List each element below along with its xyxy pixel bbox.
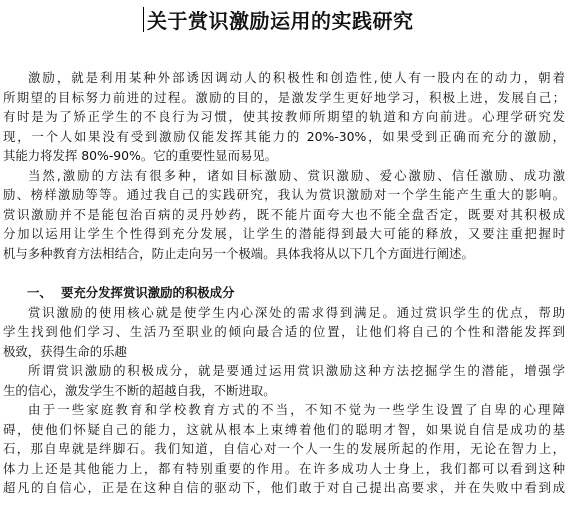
body-line: 现，一个人如果没有受到激励仅能发挥其能力的 20%-30%，如果受到正确而充分的激励， <box>3 128 565 144</box>
body-line: 分加以运用让学生个性得到充分发展，让学生的潜能得到最大可能的释放，又要注重把握时 <box>3 226 565 242</box>
body-line: 碍，使他们怀疑自己的能力，这就从根本上束缚着他们的聪明才智，如果说自信是成功的基 <box>3 421 565 437</box>
section-number: 一、 <box>27 285 52 301</box>
body-line: 所谓赏识激励的积极成分，就是要通过运用赏识激励这种方法挖掘学生的潜能，增强学 <box>28 363 565 379</box>
text-cursor <box>143 7 144 32</box>
body-line: 极致，获得生命的乐趣 <box>3 343 127 359</box>
body-line: 赏识激励的使用核心就是使学生内心深处的需求得到满足。通过赏识学生的优点，帮助 <box>28 304 565 320</box>
body-line: 有时是为了矫正学生的不良行为习惯，使其按教师所期望的轨道和方向前进。心理学研究发 <box>3 109 565 125</box>
section-heading <box>3 283 565 303</box>
body-line: 机与多种教育方法相结合，防止走向另一个极端。具体我将从以下几个方面进行阐述。 <box>3 245 474 261</box>
body-line: 激励，就是利用某种外部诱因调动人的积极性和创造性,使人有一股内在的动力，朝着 <box>28 70 565 85</box>
body-line: 赏识激励并不是能包治百病的灵丹妙药，既不能片面夸大也不能全盘否定，既要对其积极成 <box>3 206 565 222</box>
body-line: 当然,激励的方法有很多种，诸如目标激励、赏识激励、爱心激励、信任激励、成功激 <box>28 167 565 183</box>
blank-line <box>3 263 565 283</box>
title-row <box>0 4 568 36</box>
body-line: 所期望的目标努力前进的过程。激励的目的，是激发学生更好地学习，积极上进，发展自己； <box>3 89 565 105</box>
body-line: 生的信心，激发学生不断的超越自我，不断进取。 <box>3 382 276 398</box>
body-line: 励、榜样激励等等。通过我自己的实践研究，我认为赏识激励对一个学生能产生重大的影响。 <box>3 187 565 203</box>
body-line: 体力上还是其他能力上，都有特别重要的作用。在许多成功人士身上，我们都可以看到这种 <box>3 460 565 476</box>
document-body <box>3 68 565 498</box>
body-line: 超凡的自信心，正是在这种自信的驱动下，他们敢于对自己提出高要求，并在失败中看到成 <box>3 480 565 496</box>
body-line: 学生找到他们学习、生活乃至职业的倾向最合适的位置，让他们将自己的个性和潜能发挥到 <box>3 324 565 340</box>
section-title: 要充分发挥赏识激励的积极成分 <box>61 285 235 301</box>
body-line: 石，那自卑就是绊脚石。我们知道，自信心对一个人一生的发展所起的作用，无论在智力上， <box>3 441 565 457</box>
body-line: 由于一些家庭教育和学校教育方式的不当，不知不觉为一些学生设置了自卑的心理障 <box>28 402 565 418</box>
document-title: 关于赏识激励运用的实践研究 <box>147 9 414 33</box>
body-line: 其能力将发挥 80%-90%。它的重要性显而易见。 <box>3 148 278 164</box>
